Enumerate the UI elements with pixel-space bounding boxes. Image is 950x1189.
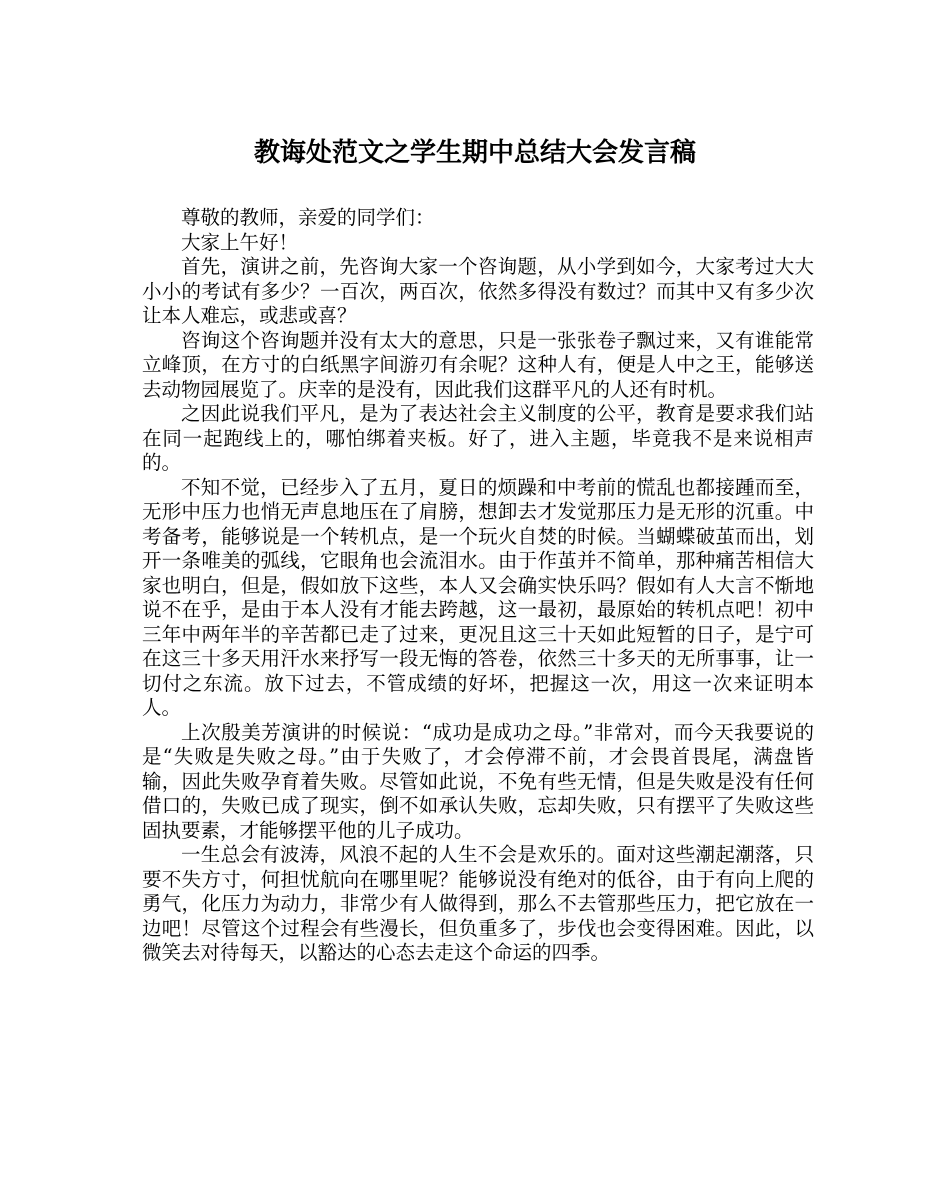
body-paragraph: 不知不觉，已经步入了五月，夏日的烦躁和中考前的慌乱也都接踵而至，无形中压力也悄无声息地压在了肩膀，想卸去才发觉那压力是无形的沉重。中考备考，能够说是一个转机点，是一个玩火自焚的时候。当蝴蝶破茧而出，划开一条唯美的弧线，它眼角也会流泪水。由于作茧并不简单，那种痛苦相信大家也明白，但是，假如放下这些，本人又会确实快乐吗？假如有人大言不惭地说不在乎，是由于本人没有才能去跨越，这一最初，最原始的转机点吧！初中三年中两年半的辛苦都已走了过来，更况且这三十天如此短暂的日子，是宁可在这三十多天用汗水来抒写一段无悔的答卷，依然三十多天的无所事事，让一切付之东流。放下过去，不管成绩的好坏，把握这一次，用这一次来证明本人。 [142,475,814,719]
body-paragraph: 一生总会有波涛，风浪不起的人生不会是欢乐的。面对这些潮起潮落，只要不失方寸，何担忧航向在哪里呢？能够说没有绝对的低谷，由于有向上爬的勇气，化压力为动力，非常少有人做得到，那么不去管那些压力，把它放在一边吧！尽管这个过程会有些漫长，但负重多了，步伐也会变得困难。因此，以微笑去对待每天，以豁达的心态去走这个命运的四季。 [142,843,814,964]
document-body [142,206,814,966]
document-title: 教诲处范文之学生期中总结大会发言稿 [253,138,696,168]
body-paragraph: 咨询这个咨询题并没有太大的意思，只是一张张卷子飘过来，又有谁能常立峰顶，在方寸的白纸黑字间游刃有余呢？这种人有，便是人中之王，能够送去动物园展览了。庆幸的是没有，因此我们这群平凡的人还有时机。 [142,328,814,401]
greeting: 大家上午好！ [181,230,299,254]
body-paragraph: 之因此说我们平凡，是为了表达社会主义制度的公平，教育是要求我们站在同一起跑线上的，哪怕绑着夹板。好了，进入主题，毕竟我不是来说相声的。 [142,402,814,474]
salutation: 尊敬的教师，亲爱的同学们： [181,206,435,229]
body-paragraph: 上次殷美芳演讲的时候说：“成功是成功之母。”非常对，而今天我要说的是“失败是失败之母。”由于失败了，才会停滞不前，才会畏首畏尾，满盘皆输，因此失败孕育着失败。尽管如此说，不免有些无情，但是失败是没有任何借口的，失败已成了现实，倒不如承认失败，忘却失败，只有摆平了失败这些固执要素，才能够摆平他的儿子成功。 [142,720,814,842]
body-paragraph: 首先，演讲之前，先咨询大家一个咨询题，从小学到如今，大家考过大大小小的考试有多少？一百次，两百次，依然多得没有数过？而其中又有多少次让本人难忘，或悲或喜？ [142,255,814,327]
